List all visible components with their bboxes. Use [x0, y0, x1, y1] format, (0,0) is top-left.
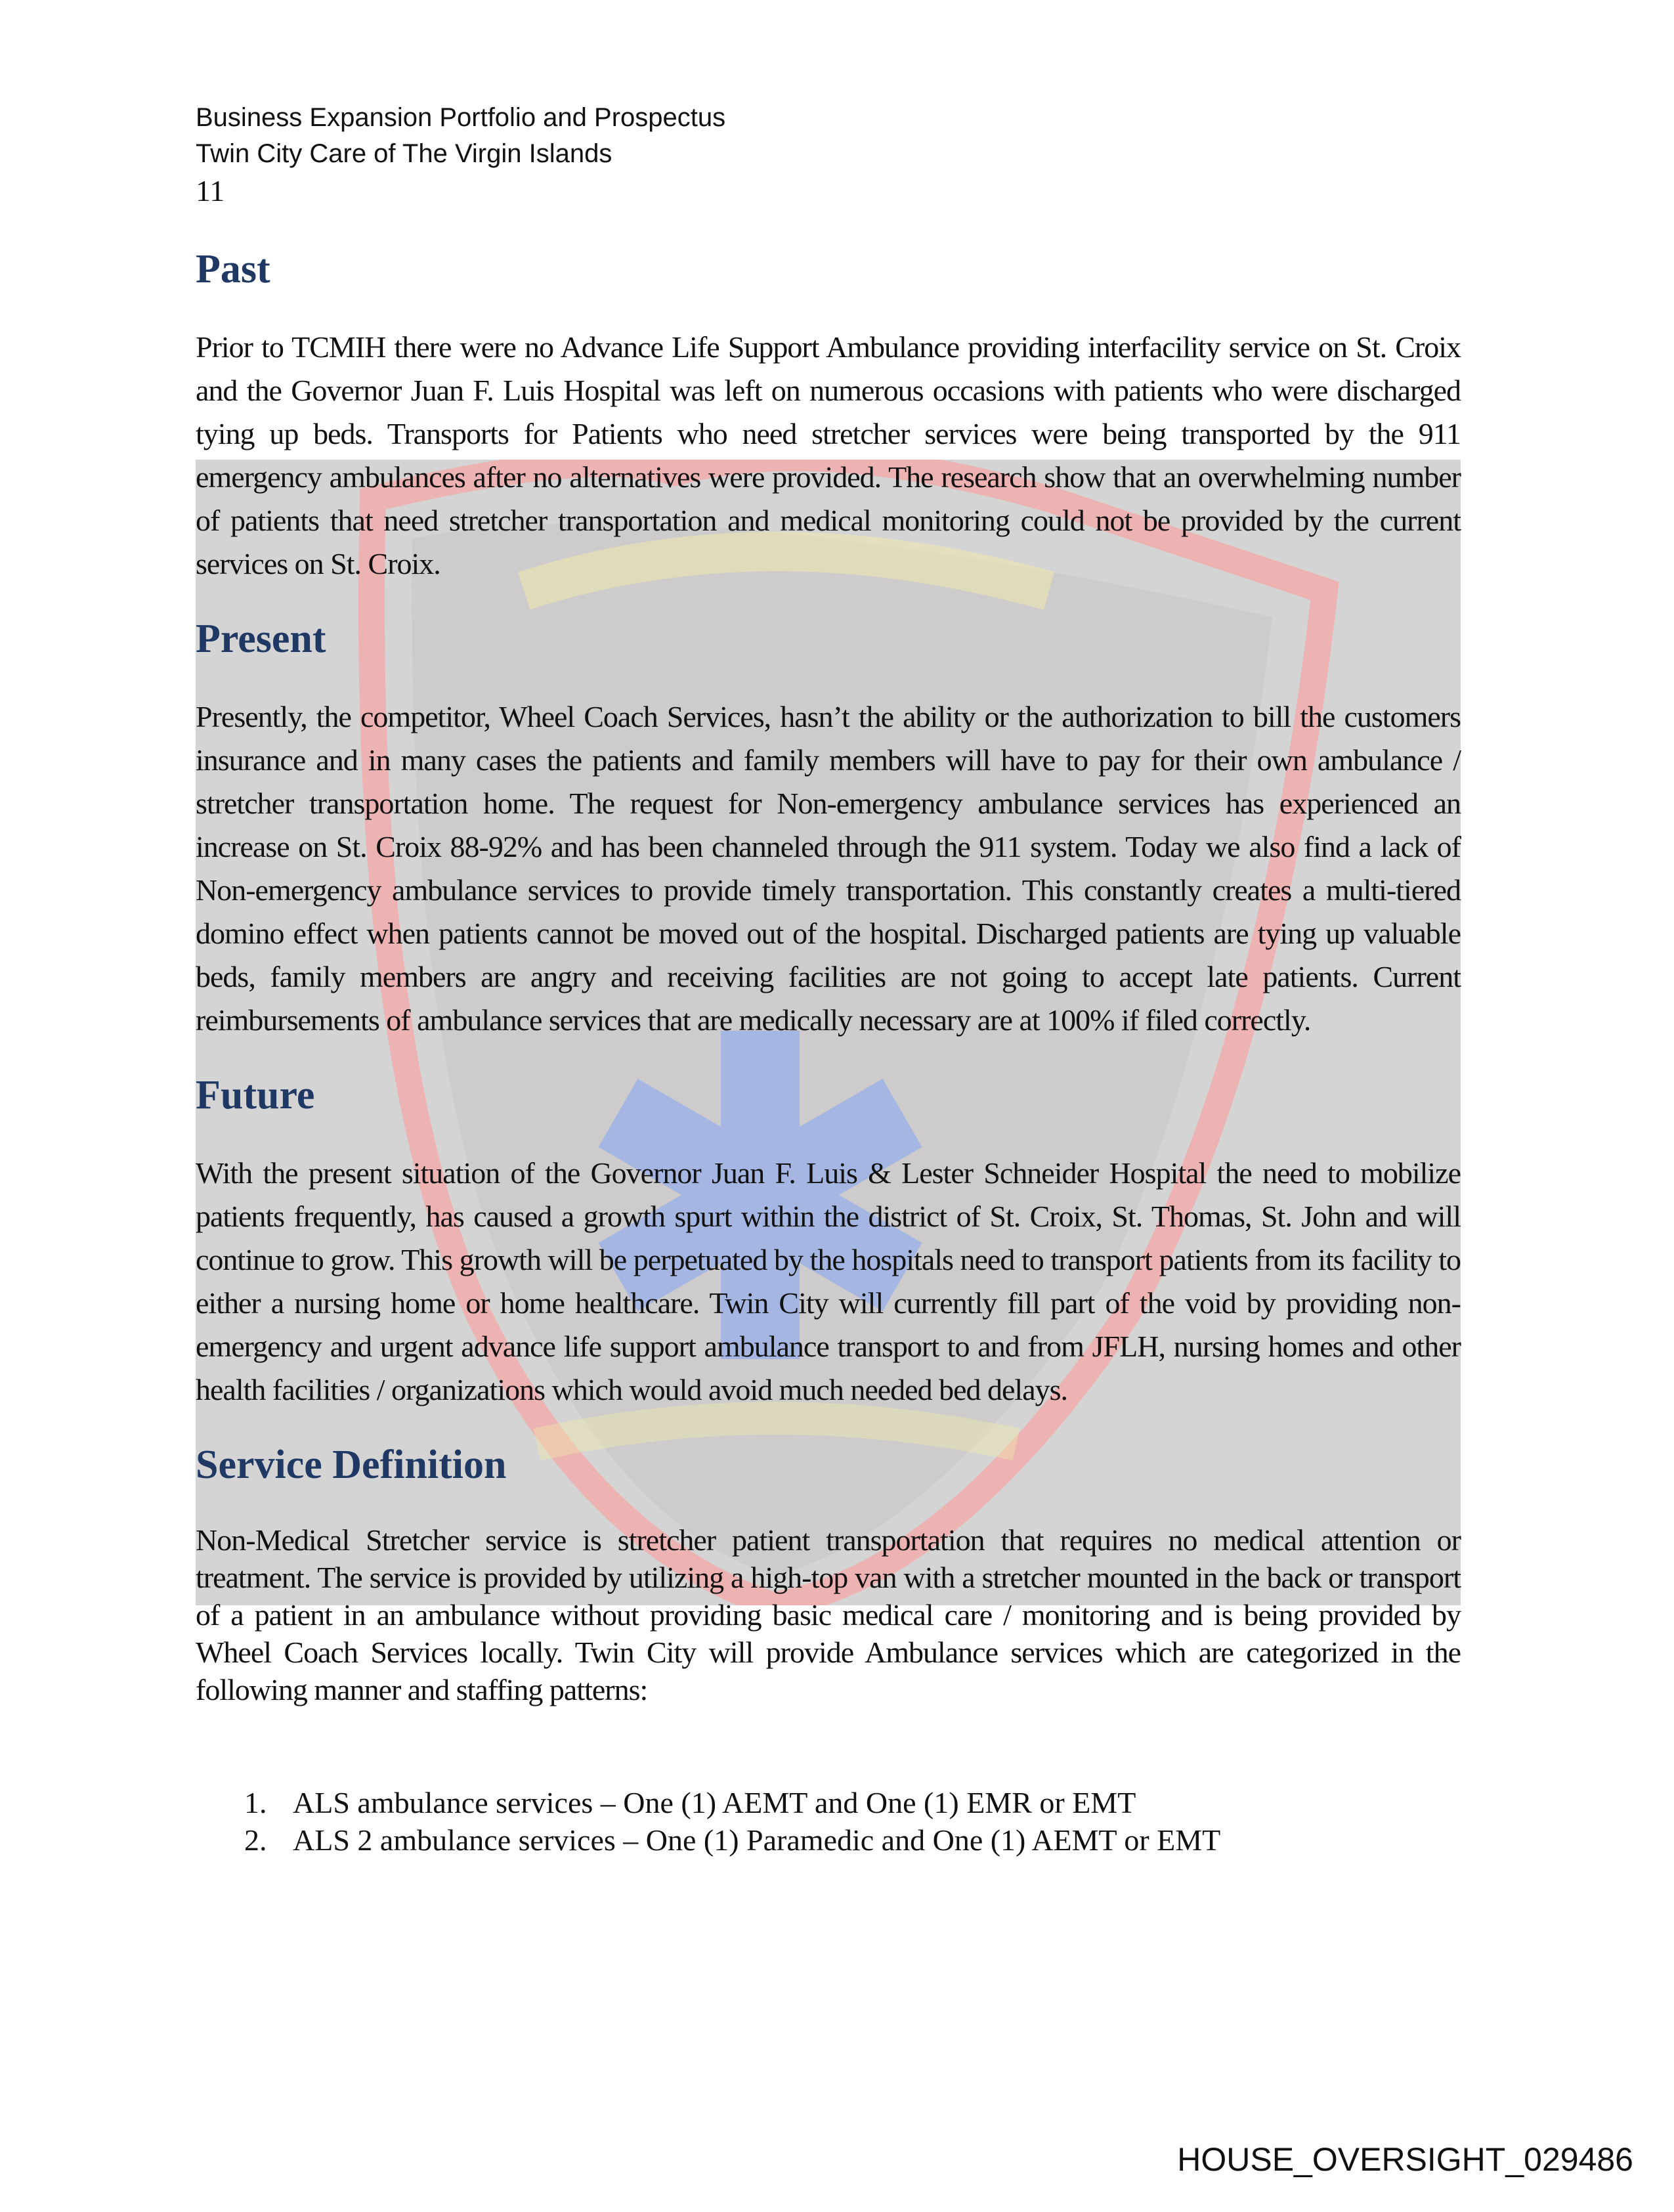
list-number: 1.: [244, 1786, 267, 1819]
list-item: [196, 1821, 1461, 1859]
bates-number: HOUSE_OVERSIGHT_029486: [1177, 2141, 1633, 2178]
page-content: [196, 100, 1461, 1859]
staffing-list: [196, 1784, 1461, 1859]
list-item: [196, 1784, 1461, 1821]
section-body-future: With the present situation of the Governor Juan F. Luis & Lester Schneider Hospital the need to mobilize patients frequently, has caused a growth spurt within the district of St. Croix, St. Thomas, St. John and will continue to grow. This growth will be perpetuated by the hospitals need to transport patients from its facility to either a nursing home or home healthcare. Twin City will currently fill part of the void by providing non-emergency and urgent advance life support ambulance transport to and from JFLH, nursing homes and other health facilities / organizations which would avoid much needed bed delays.: [196, 1156, 1461, 1406]
section-heading-future: Future: [196, 1073, 315, 1117]
list-number: 2.: [244, 1823, 267, 1857]
section-heading-past: Past: [196, 247, 270, 292]
list-text: ALS 2 ambulance services – One (1) Paramedic and One (1) AEMT or EMT: [293, 1823, 1221, 1857]
section-body-present: Presently, the competitor, Wheel Coach Services, hasn’t the ability or the authorization to bill the customers insurance and in many cases the patients and family members will have to pay for their own ambulance / stretcher transportation home. The request for Non-emergency ambulance services has experienced an increase on St. Croix 88-92% and has been channeled through the 911 system. Today we also find a lack of Non-emergency ambulance services to provide timely transportation. This constantly creates a multi-tiered domino effect when patients cannot be moved out of the hospital. Discharged patients are tying up valuable beds, family members are angry and receiving facilities are not going to accept late patients. Current reimbursements of ambulance services that are medically necessary are at 100% if filed correctly.: [196, 700, 1461, 1037]
section-body-service-definition: Non-Medical Stretcher service is stretcher patient transportation that requires no medical attention or treatment. The service is provided by utilizing a high-top van with a stretcher mounted in the back or transport of a patient in an ambulance without providing basic medical care / monitoring and is being provided by Wheel Coach Services locally. Twin City will provide Ambulance services which are categorized in the following manner and staffing patterns:: [196, 1523, 1461, 1706]
section-body-past: Prior to TCMIH there were no Advance Life Support Ambulance providing interfacility service on St. Croix and the Governor Juan F. Luis Hospital was left on numerous occasions with patients who were discharged tying up beds. Transports for Patients who need stretcher services were being transported by the 911 emergency ambulances after no alternatives were provided. The research show that an overwhelming number of patients that need stretcher transportation and medical monitoring could not be provided by the current services on St. Croix.: [196, 330, 1461, 580]
header-subtitle: Twin City Care of The Virgin Islands: [196, 139, 612, 168]
section-heading-service-definition: Service Definition: [196, 1442, 507, 1487]
list-text: ALS ambulance services – One (1) AEMT and One (1) EMR or EMT: [293, 1786, 1136, 1819]
header-title: Business Expansion Portfolio and Prospectus: [196, 103, 726, 132]
section-heading-present: Present: [196, 617, 326, 661]
page-number: 11: [196, 174, 225, 207]
